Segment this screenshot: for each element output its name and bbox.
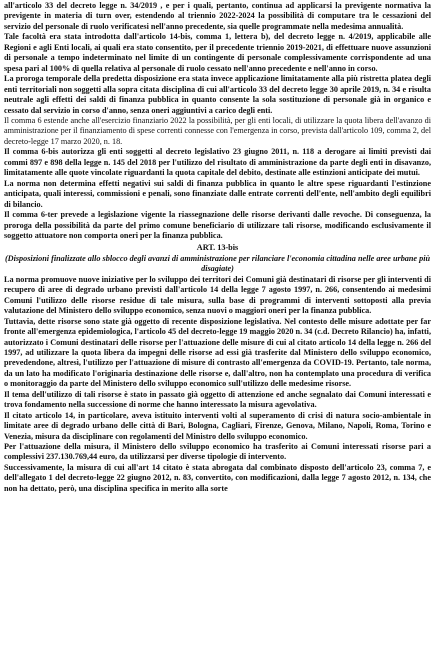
- paragraph: Il tema dell'utilizzo di tali risorse è stato in passato già oggetto di attenzione ed anche segnalato dai Comuni interessati e trova fondamento nella successione di norme che hanno interessato la misura agevolativa.: [4, 389, 431, 410]
- paragraph: Successivamente, la misura di cui all'art 14 citato è stata abrogata dal combinato disposto dell'articolo 23, comma 7, e dell'allegato 1 del decreto-legge 22 giugno 2012, n. 83, convertito, con modificazioni, dalla legge 7 agosto 2012, n. 134, che non ha dettato, però, una disciplina specifica in merito alla sorte: [4, 462, 431, 493]
- paragraph: Tale facoltà era stata introdotta dall'articolo 14-bis, comma 1, lettera b), del decreto legge n. 4/2019, applicabile alle Regioni e agli Enti locali, ai quali era stato consentito, per il precedente triennio 2019-2021, di effettuare nuove assunzioni di personale a tempo indeterminato nel limite di un contingente di personale complessivamente corrispondente ad una spesa pari al 100% di quella relativa al personale di ruolo cessato nell'anno precedente e nell'anno in corso.: [4, 32, 431, 73]
- paragraph: Per l'attuazione della misura, il Ministero dello sviluppo economico ha trasferito ai Comuni interessati risorse pari a complessivi 237.130.769,44 euro, da utilizzarsi per diverse tipologie di intervento.: [4, 442, 431, 462]
- article-heading: ART. 13-bis: [196, 243, 239, 253]
- paragraph: La norma promuove nuove iniziative per lo sviluppo dei territori dei Comuni già destinatari di risorse per gli interventi di recupero di aree di degrado urbano previsti dall'articolo 14 della legge 7 agosto 1997, n. 266, consentendo ai medesimi Comuni l'utilizzo delle risorse residue di tale misura, sulla base di programmi di interventi sottoposti alla previa valutazione del Ministero dello sviluppo economico, senza nuovi o maggiori oneri per la finanza pubblica.: [4, 274, 431, 316]
- paragraphs-before: [4, 1, 431, 241]
- paragraph: Il comma 6 estende anche all'esercizio finanziario 2022 la possibilità, per gli enti locali, di utilizzare la quota libera dell'avanzo di amministrazione per il finanziamento di spese correnti connesse con l'emergenza in corso, prevista dall'articolo 109, comma 2, del decreto-legge 17 marzo 2020, n. 18.: [4, 115, 431, 146]
- paragraph: all'articolo 33 del decreto legge n. 34/2019 , e per i quali, pertanto, continua ad applicarsi la previgente normativa la previgente in materia di turn over, estendendo al triennio 2022-2024 la possibilità di computare tra le cessazioni del servizio del personale di ruolo verificatesi nell'anno precedente, sia quelle programmate nella medesima annualità.: [4, 1, 431, 31]
- paragraph: Il comma 6-bis autorizza gli enti soggetti al decreto legislativo 23 giugno 2011, n. 118 a derogare ai limiti previsti dai commi 897 e 898 della legge n. 145 del 2018 per l'utilizzo del risultato di amministrazione da parte degli enti in disavanzo, limitatamente alle quote vincolate riguardanti la quota capitale del debito, destinate alle estinzioni anticipate dei mutui.: [4, 147, 431, 178]
- paragraph: Il comma 6-ter prevede a legislazione vigente la riassegnazione delle risorse derivanti dalle revoche. Di conseguenza, la proroga della possibilità da parte del primo comune beneficiario di utilizzare tali risorse, modificando esclusivamente il soggetto attuatore non comporta oneri per la finanza pubblica.: [4, 210, 431, 240]
- paragraph: La norma non determina effetti negativi sui saldi di finanza pubblica in quanto le altre spese riguardanti l'estinzione anticipata, quali interessi, commissioni e penali, sono finanziate dalle entrate correnti dell'ente, nell'ambito degli equilibri di bilancio.: [4, 178, 431, 209]
- paragraphs-after: [4, 275, 431, 495]
- article-subtitle: (Disposizioni finalizzate allo sblocco degli avanzi di amministrazione per rilanciare l'economia cittadina nelle aree urbane più disagiate): [4, 253, 431, 274]
- paragraph: Tuttavia, dette risorse sono state già oggetto di recente disposizione legislativa. Nel contesto delle misure adottate per far fronte all'emergenza epidemiologica, l'articolo 45 del decreto-legge 19 maggio 2020 n. 34 (c.d. Decreto Rilancio) ha, infatti, autorizzato i Comuni destinatari delle risorse per l'attuazione delle misure di cui al citato articolo 14 della legge n. 266 del 1997, ad utilizzare la quota libera da impegni delle risorse ad essi già trasferite dal Ministero dello sviluppo economico, prevedendone, altresì, l'utilizzo per l'attuazione di misure di contrasto all'emergenza da COVID-19. Pertanto, tale norma, da un lato ha modificato l'originaria destinazione delle risorse e, dall'altro, non ha contemplato una procedura di verifica o monitoraggio da parte del Ministero dello sviluppo economico sull'utilizzo delle medesime risorse.: [4, 316, 431, 389]
- paragraph: La proroga temporale della predetta disposizione era stata invece applicazione limitatamente alla più ristretta platea degli enti territoriali non soggetti alla sopra citata disciplina di cui all'articolo 33 del decreto legge 30 aprile 2019, n. 34 e risulta neutrale agli effetti dei saldi di finanza pubblica in quanto consente la sola sostituzione di personale già in organico e cessato dal servizio in corso d'anno, senza oneri aggiuntivi a carico degli enti.: [4, 74, 431, 115]
- paragraph: Il citato articolo 14, in particolare, aveva istituito interventi volti al superamento di crisi di natura socio-ambientale in limitate aree di degrado urbano delle città di Bari, Bologna, Cagliari, Firenze, Genova, Milano, Napoli, Roma, Torino e Venezia, misura da disciplinare con regolamenti del Ministro dello sviluppo economico.: [4, 410, 431, 441]
